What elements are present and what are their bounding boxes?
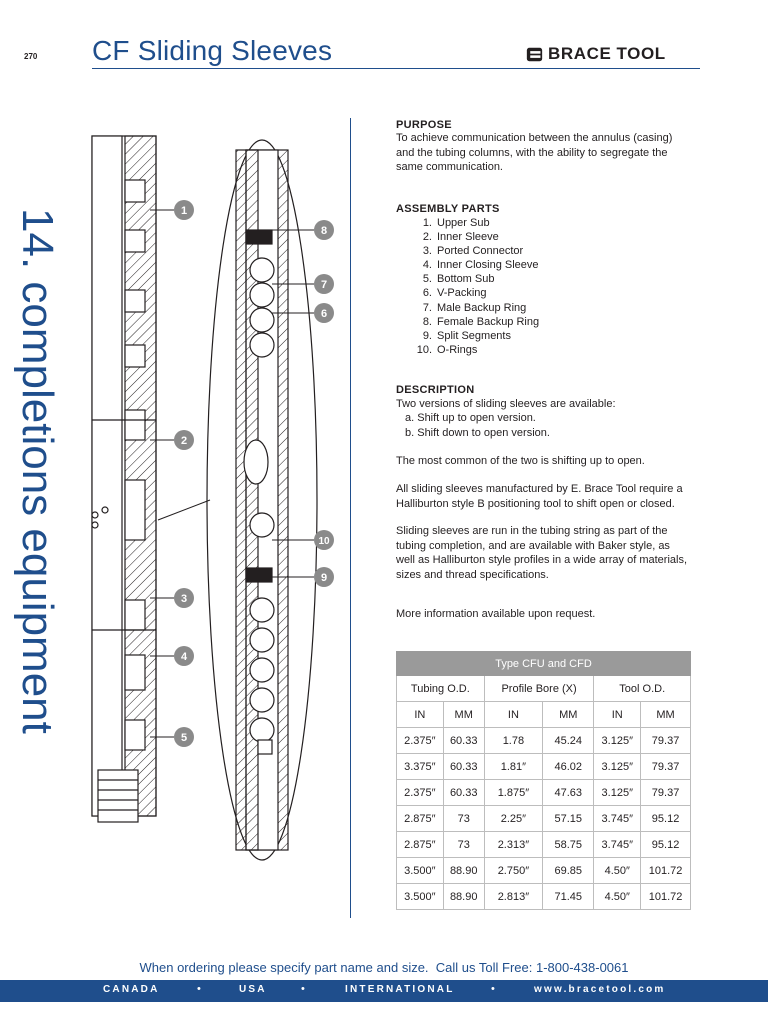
- table-cell: 73: [443, 806, 484, 832]
- callout-2-label: 2: [180, 435, 188, 447]
- table-cell: 2.375″: [397, 728, 444, 754]
- footer-region-international: INTERNATIONAL: [345, 984, 455, 995]
- page-title: CF Sliding Sleeves: [92, 35, 333, 66]
- table-cell: 4.50″: [594, 858, 641, 884]
- column-header: MM: [543, 702, 594, 728]
- detail-view: [158, 140, 317, 860]
- callout-2: [174, 430, 194, 450]
- table-cell: 3.745″: [594, 806, 641, 832]
- table-cell: 1.81″: [484, 754, 542, 780]
- list-item: [416, 272, 539, 286]
- table-cell: 47.63: [543, 780, 594, 806]
- part-label: Male Backup Ring: [437, 301, 527, 314]
- logo-text-tool: TOOL: [616, 44, 666, 63]
- footer-website-link[interactable]: www.bracetool.com: [534, 984, 666, 995]
- table-group-row: [397, 676, 691, 702]
- tool-exterior-view: [92, 136, 156, 822]
- part-number: 1.: [422, 217, 432, 229]
- description-option-b: b. Shift down to open version.: [405, 427, 550, 439]
- table-cell: 58.75: [543, 832, 594, 858]
- toll-free-number[interactable]: Call us Toll Free: 1-800-438-0061: [435, 960, 629, 975]
- assembly-parts-list: [416, 216, 539, 357]
- paragraph-line: well as Halliburton style profiles in a wide array of materials,: [396, 554, 688, 566]
- table-cell: 2.313″: [484, 832, 542, 858]
- callout-6-label: 6: [320, 308, 328, 320]
- ordering-note: [0, 960, 768, 975]
- table-cell: 57.15: [543, 806, 594, 832]
- paragraph-line: All sliding sleeves manufactured by E. Brace Tool require a: [396, 483, 683, 495]
- description-heading: DESCRIPTION: [396, 384, 475, 396]
- purpose-heading: PURPOSE: [396, 119, 452, 131]
- table-unit-row: [397, 702, 691, 728]
- footer-bar: [0, 980, 768, 1002]
- table-cell: 2.25″: [484, 806, 542, 832]
- table-title: Type CFU and CFD: [397, 652, 691, 676]
- part-number: 9.: [422, 329, 432, 342]
- table-row: [397, 806, 691, 832]
- table-cell: 101.72: [641, 884, 691, 910]
- column-group-profile-bore: Profile Bore (X): [484, 676, 594, 702]
- table-cell: 4.50″: [594, 884, 641, 910]
- brace-tool-logo: [526, 43, 666, 65]
- table-cell: 79.37: [641, 754, 691, 780]
- paragraph-line: tubing completion, and are available with Baker style, as: [396, 539, 670, 552]
- paragraph-line: sizes and thread specifications.: [396, 568, 549, 581]
- list-item: [416, 286, 539, 300]
- table-cell: 3.375″: [397, 754, 444, 780]
- list-item: [416, 230, 539, 244]
- callout-10-label: 10: [318, 536, 330, 547]
- table-body: [397, 728, 691, 910]
- column-header: IN: [484, 702, 542, 728]
- table-cell: 73: [443, 832, 484, 858]
- part-label: O-Rings: [437, 343, 478, 356]
- table-cell: 3.500″: [397, 884, 444, 910]
- callout-4-label: 4: [180, 651, 188, 663]
- table-row: [397, 884, 691, 910]
- part-label: Ported Connector: [437, 245, 524, 258]
- page-number: 270: [24, 52, 38, 61]
- table-cell: 88.90: [443, 884, 484, 910]
- callout-7: [314, 274, 334, 294]
- purpose-line: and the tubing columns, with the ability to segregate the: [396, 146, 668, 159]
- callout-3-label: 3: [180, 593, 188, 605]
- table-cell: 2.875″: [397, 832, 444, 858]
- table-cell: 3.125″: [594, 754, 641, 780]
- part-number: 3.: [422, 245, 432, 258]
- part-label: Bottom Sub: [437, 273, 495, 286]
- footer-region-canada: CANADA: [103, 984, 160, 995]
- table-cell: 79.37: [641, 780, 691, 806]
- order-instruction: When ordering please specify part name and size.: [139, 960, 429, 975]
- table-cell: 2.875″: [397, 806, 444, 832]
- description-paragraph-2: [396, 482, 706, 511]
- purpose-text: [396, 131, 706, 175]
- list-item: [416, 301, 539, 315]
- table-cell: 60.33: [443, 754, 484, 780]
- part-label: V-Packing: [437, 287, 487, 300]
- callout-5-label: 5: [180, 732, 188, 744]
- description-paragraph-3: [396, 524, 708, 582]
- list-item: [416, 315, 539, 329]
- description-paragraph-1: The most common of the two is shifting up to open.: [396, 455, 645, 467]
- callout-8: [314, 220, 334, 240]
- callout-6: [314, 303, 334, 323]
- part-label: Split Segments: [437, 329, 511, 342]
- table-cell: 3.745″: [594, 832, 641, 858]
- footer-separator: •: [197, 983, 201, 995]
- table-cell: 45.24: [543, 728, 594, 754]
- spec-table: [396, 651, 691, 910]
- paragraph-line: Halliburton style B positioning tool to shift open or closed.: [396, 497, 675, 510]
- list-item: [416, 329, 539, 343]
- footer-separator: •: [491, 983, 495, 995]
- callout-9-label: 9: [320, 572, 328, 584]
- list-item: [416, 343, 539, 357]
- table-title-row: [397, 652, 691, 676]
- table-cell: 2.375″: [397, 780, 444, 806]
- table-cell: 3.500″: [397, 858, 444, 884]
- table-cell: 79.37: [641, 728, 691, 754]
- section-title: 14. completions equipment: [13, 208, 62, 734]
- column-header: IN: [397, 702, 444, 728]
- callout-8-label: 8: [320, 225, 328, 237]
- table-cell: 95.12: [641, 806, 691, 832]
- column-header: MM: [443, 702, 484, 728]
- part-number: 7.: [422, 301, 432, 314]
- part-label: Inner Closing Sleeve: [437, 259, 539, 272]
- description-intro: Two versions of sliding sleeves are available:: [396, 398, 616, 410]
- table-cell: 71.45: [543, 884, 594, 910]
- paragraph-line: Sliding sleeves are run in the tubing string as part of the: [396, 525, 668, 537]
- part-label: Inner Sleeve: [437, 231, 499, 244]
- column-group-tool-od: Tool O.D.: [594, 676, 691, 702]
- table-row: [397, 754, 691, 780]
- table-row: [397, 728, 691, 754]
- list-item: [416, 216, 539, 230]
- column-header: MM: [641, 702, 691, 728]
- brace-logo-icon: [526, 46, 543, 63]
- callout-1: [174, 200, 194, 220]
- sliding-sleeve-drawing: [70, 120, 360, 940]
- part-number: 8.: [422, 315, 432, 328]
- table-cell: 60.33: [443, 728, 484, 754]
- logo-text-brace: BRACE: [548, 44, 612, 63]
- table-cell: 1.78: [484, 728, 542, 754]
- footer-region-usa: USA: [239, 984, 267, 995]
- callout-9: [314, 567, 334, 587]
- table-cell: 1.875″: [484, 780, 542, 806]
- callout-4: [174, 646, 194, 666]
- purpose-line: To achieve communication between the annulus (casing): [396, 132, 673, 144]
- list-item: [416, 258, 539, 272]
- part-label: Female Backup Ring: [437, 315, 540, 328]
- callout-10: [314, 530, 334, 550]
- purpose-line: same communication.: [396, 161, 503, 173]
- table-cell: 101.72: [641, 858, 691, 884]
- assembly-parts-heading: ASSEMBLY PARTS: [396, 203, 500, 215]
- table-cell: 2.750″: [484, 858, 542, 884]
- table-cell: 2.813″: [484, 884, 542, 910]
- header-rule: [92, 68, 700, 69]
- column-group-tubing-od: Tubing O.D.: [397, 676, 485, 702]
- footer-separator: •: [301, 983, 305, 995]
- list-item: [416, 244, 539, 258]
- table-cell: 69.85: [543, 858, 594, 884]
- description-paragraph-4: More information available upon request.: [396, 608, 596, 620]
- table-cell: 95.12: [641, 832, 691, 858]
- callout-5: [174, 727, 194, 747]
- table-cell: 3.125″: [594, 780, 641, 806]
- table-row: [397, 832, 691, 858]
- part-label: Upper Sub: [437, 217, 490, 229]
- table-cell: 46.02: [543, 754, 594, 780]
- part-number: 6.: [422, 287, 432, 300]
- description-option-a: a. Shift up to open version.: [405, 412, 536, 424]
- table-row: [397, 858, 691, 884]
- callout-1-label: 1: [180, 205, 188, 217]
- column-header: IN: [594, 702, 641, 728]
- part-number: 10.: [416, 343, 432, 356]
- part-number: 4.: [422, 259, 432, 272]
- table-row: [397, 780, 691, 806]
- callout-7-label: 7: [320, 279, 328, 291]
- part-number: 5.: [422, 273, 432, 286]
- part-number: 2.: [422, 231, 432, 244]
- table-cell: 3.125″: [594, 728, 641, 754]
- table-cell: 60.33: [443, 780, 484, 806]
- table-cell: 88.90: [443, 858, 484, 884]
- callout-3: [174, 588, 194, 608]
